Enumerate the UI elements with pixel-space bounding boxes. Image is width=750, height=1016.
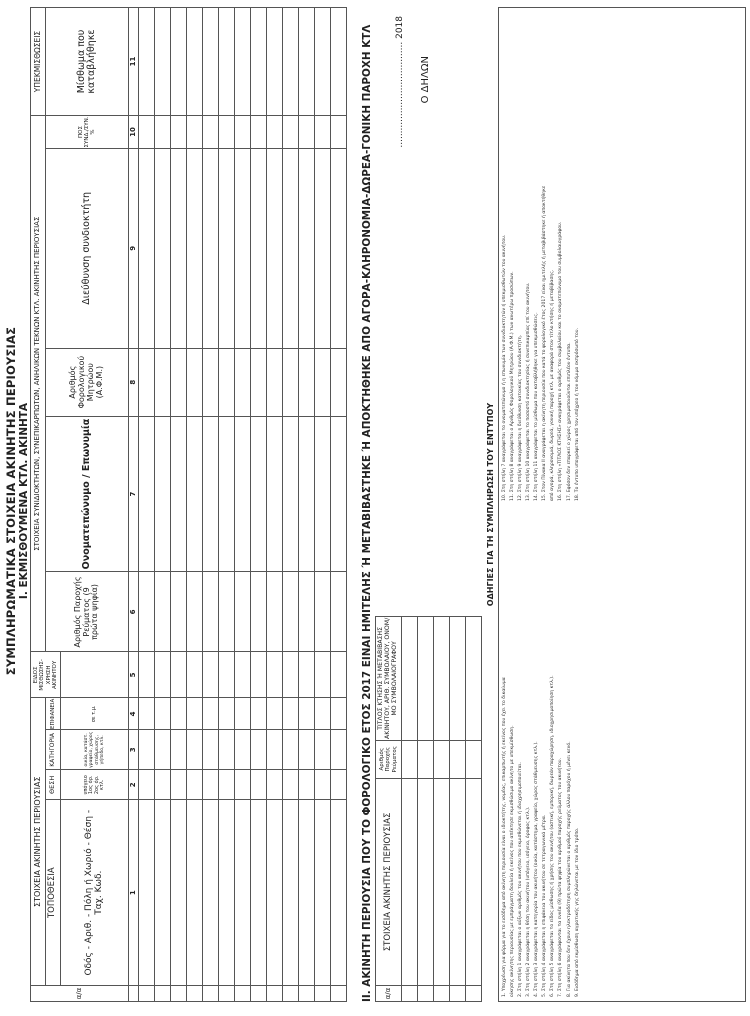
- table-cell[interactable]: [155, 348, 171, 416]
- table-cell[interactable]: [155, 115, 171, 148]
- table-cell[interactable]: [402, 617, 418, 741]
- table-cell: [219, 986, 235, 1002]
- table-cell[interactable]: [171, 800, 187, 986]
- table-cell[interactable]: [235, 348, 251, 416]
- table-cell[interactable]: [219, 652, 235, 698]
- table-cell[interactable]: [283, 148, 299, 348]
- rent-header: Μίσθωμα που καταβλήθηκε: [46, 8, 129, 116]
- table-cell[interactable]: [299, 572, 315, 652]
- table-cell[interactable]: [171, 770, 187, 800]
- instructions-right-column: [502, 13, 583, 501]
- table-cell[interactable]: [434, 778, 450, 985]
- table-cell[interactable]: [139, 730, 155, 770]
- table-cell[interactable]: [187, 348, 203, 416]
- table-row: [315, 8, 331, 1002]
- table-cell[interactable]: [203, 698, 219, 730]
- column-number: 10: [128, 127, 137, 137]
- table-cell[interactable]: [315, 115, 331, 148]
- table-row: [187, 8, 203, 1002]
- table-cell[interactable]: [187, 572, 203, 652]
- table-row: [155, 8, 171, 1002]
- table-cell[interactable]: [155, 800, 171, 986]
- table-cell[interactable]: [283, 652, 299, 698]
- table-cell[interactable]: [235, 115, 251, 148]
- table-cell[interactable]: [267, 348, 283, 416]
- table-cell[interactable]: [251, 730, 267, 770]
- table-cell[interactable]: [267, 730, 283, 770]
- table-cell[interactable]: [267, 800, 283, 986]
- table-cell[interactable]: [219, 572, 235, 652]
- table-cell[interactable]: [187, 770, 203, 800]
- table-cell[interactable]: [299, 800, 315, 986]
- table-cell[interactable]: [171, 115, 187, 148]
- table-row: [434, 617, 450, 1002]
- column-number: 4: [128, 711, 137, 717]
- column-number: 5: [128, 672, 137, 678]
- table-cell[interactable]: [203, 8, 219, 116]
- table-cell[interactable]: [402, 740, 418, 778]
- table-cell[interactable]: [450, 740, 466, 778]
- table-cell[interactable]: [203, 148, 219, 348]
- table-cell[interactable]: [331, 800, 347, 986]
- table-cell[interactable]: [155, 770, 171, 800]
- table-cell[interactable]: [283, 730, 299, 770]
- table-cell[interactable]: [283, 800, 299, 986]
- instruction-paragraph: 13. Στη στήλη 10 αναγράφεται το ποσοστό συνιδιοκτησίας ή συνεπικαρπίας επί του ακινήτου.: [526, 282, 532, 501]
- table-row: [267, 8, 283, 1002]
- notes-group-header: ΥΠΕΚΜΙΣΘΩΣΕΙΣ: [31, 8, 46, 116]
- table-cell[interactable]: [299, 698, 315, 730]
- category-subheader: οικία, κατάστ. γραφείο, χώρος στάθμευσης, γήπεδο, κτλ.: [61, 730, 129, 770]
- table-cell: [466, 986, 482, 1002]
- table-cell[interactable]: [139, 348, 155, 416]
- instruction-paragraph: 18. Το έντυπο υπογράφεται από τον υπόχρεο ή τον νόμιμο εκπρόσωπό του.: [574, 328, 580, 501]
- instruction-paragraph: 8. Για ακίνητα που δεν έχουν ηλεκτροδότηση συμπληρώνεται ο αριθμός παροχής άλλου παρόχου ή μένει κενό.: [566, 741, 572, 997]
- position-header: ΘΕΣΗ: [46, 770, 61, 800]
- table-cell[interactable]: [139, 572, 155, 652]
- table-cell[interactable]: [331, 115, 347, 148]
- table-cell: [267, 986, 283, 1002]
- instruction-paragraph: 14. Στη στήλη 11 αναγράφεται το μίσθωμα που καταβλήθηκε για υπεκμισθώσεις.: [534, 312, 540, 501]
- position-subheader: υπόγειο 1ος όρ. 2ος όρ. κτλ.: [61, 770, 129, 800]
- table-cell[interactable]: [139, 698, 155, 730]
- table-cell[interactable]: [171, 8, 187, 116]
- table-cell[interactable]: [450, 617, 466, 741]
- acquired-property-table: [375, 616, 482, 1002]
- table-cell[interactable]: [203, 800, 219, 986]
- table-cell[interactable]: [299, 416, 315, 572]
- table-cell[interactable]: [219, 148, 235, 348]
- instruction-paragraph: οίκησης ακίνητης περιουσίας με εμπράγματη δουλεία ή εκείνος που απέκτησε εκμισθώσιμο ακίνητο με υπεκμίσθωση.: [510, 725, 516, 997]
- table-cell[interactable]: [139, 770, 155, 800]
- table-cell[interactable]: [187, 652, 203, 698]
- table-cell[interactable]: [299, 115, 315, 148]
- name-header: Ονοματεπώνυμο / Επωνυμία: [46, 416, 129, 572]
- t2-aa-header: α/α: [376, 986, 402, 1002]
- table-cell[interactable]: [219, 8, 235, 116]
- table-cell[interactable]: [171, 698, 187, 730]
- instruction-paragraph: από αγορά, κληρονομιά, δωρεά, γονική παροχή κτλ. με αναφορά στον τίτλο κτήσης ή μεταβίβασης.: [550, 269, 556, 501]
- table-cell[interactable]: [267, 416, 283, 572]
- instruction-paragraph: 12. Στη στήλη 9 αναγράφεται η διεύθυνση κατοικίας του συνιδιοκτήτη.: [518, 334, 524, 501]
- table-cell[interactable]: [251, 115, 267, 148]
- table-cell: [315, 986, 331, 1002]
- instruction-paragraph: 6. Στη στήλη 5 αναγράφεται το είδος μίσθωσης ή χρήσης του ακινήτου (αστική, εμπορική, δωρεάν παραχώρηση, ιδιοχρησιμοποίηση κτλ.).: [550, 675, 556, 997]
- table-cell[interactable]: [155, 572, 171, 652]
- table-cell[interactable]: [219, 770, 235, 800]
- table-cell[interactable]: [139, 8, 155, 116]
- table-cell[interactable]: [283, 572, 299, 652]
- table-cell[interactable]: [315, 8, 331, 116]
- table-cell: [171, 986, 187, 1002]
- instruction-paragraph: 15. Στον Πίνακα ΙΙ αναγράφεται η ακίνητη περιουσία που κατά το φορολογικό έτος 2017 είναι ημιτελής ή μεταβιβάστηκε ή αποκτήθηκε: [542, 185, 548, 501]
- table-cell[interactable]: [331, 572, 347, 652]
- table-cell[interactable]: [235, 148, 251, 348]
- document-title: ΣΥΜΠΛΗΡΩΜΑΤΙΚΑ ΣΤΟΙΧΕΙΑ ΑΚΙΝΗΤΗΣ ΠΕΡΙΟΥΣΙΑΣ: [4, 326, 18, 676]
- table-cell[interactable]: [155, 148, 171, 348]
- table-cell[interactable]: [251, 416, 267, 572]
- table-cell[interactable]: [299, 148, 315, 348]
- table-cell[interactable]: [299, 8, 315, 116]
- column-number: 2: [128, 782, 137, 788]
- area-subheader: σε τ.μ.: [61, 698, 129, 730]
- table-cell: [187, 986, 203, 1002]
- table-cell[interactable]: [315, 572, 331, 652]
- column-number: 9: [128, 245, 137, 251]
- table-cell: [139, 986, 155, 1002]
- cotenants-group-header: ΣΤΟΙΧΕΙΑ ΣΥΝΙΔΙΟΚΤΗΤΩΝ, ΣΥΝΕΠΙΚΑΡΠΩΤΩΝ, ΑΝΗΛΙΚΩΝ ΤΕΚΝΩΝ ΚΤΛ. ΑΚΙΝΗΤΗΣ ΠΕΡΙΟΥΣΙΑΣ: [31, 115, 46, 651]
- table-cell[interactable]: [235, 800, 251, 986]
- table-row: [450, 617, 466, 1002]
- table-cell[interactable]: [235, 416, 251, 572]
- table-cell[interactable]: [219, 416, 235, 572]
- table-cell[interactable]: [267, 698, 283, 730]
- table-cell: [450, 986, 466, 1002]
- property-group-header: ΣΤΟΙΧΕΙΑ ΑΚΙΝΗΤΗΣ ΠΕΡΙΟΥΣΙΑΣ: [31, 698, 46, 986]
- table-cell[interactable]: [434, 617, 450, 741]
- table-cell[interactable]: [219, 800, 235, 986]
- table-cell[interactable]: [315, 698, 331, 730]
- table-cell[interactable]: [187, 800, 203, 986]
- table-cell[interactable]: [315, 730, 331, 770]
- share-header: ΠΟΣ ΣΥΝΔ./ΣΥΝ. %: [46, 115, 129, 148]
- t2-meter-header: Αριθμός Παροχής Ρεύματος: [376, 740, 402, 778]
- column-number: 8: [128, 379, 137, 385]
- table-cell: [251, 986, 267, 1002]
- table-cell[interactable]: [171, 730, 187, 770]
- table-cell[interactable]: [155, 698, 171, 730]
- table-cell[interactable]: [466, 617, 482, 741]
- instruction-paragraph: 17. Εφόσον δεν επαρκεί ο χώρος χρησιμοποιούνται επιπλέον έντυπα.: [566, 342, 572, 501]
- table-cell[interactable]: [235, 730, 251, 770]
- table-cell[interactable]: [187, 698, 203, 730]
- table-cell[interactable]: [155, 8, 171, 116]
- table-cell[interactable]: [203, 416, 219, 572]
- table-cell[interactable]: [219, 730, 235, 770]
- table-cell[interactable]: [331, 8, 347, 116]
- table-cell[interactable]: [251, 8, 267, 116]
- table-cell[interactable]: [418, 778, 434, 985]
- table-cell[interactable]: [315, 770, 331, 800]
- table-cell[interactable]: [235, 8, 251, 116]
- table-cell: [418, 986, 434, 1002]
- afm-header: Αριθμός Φορολογικού Μητρώου (Α.Φ.Μ.): [46, 348, 129, 416]
- meter-header: Αριθμός Παροχής Ρεύματος (9 πρώτα ψηφία): [46, 572, 129, 652]
- table-cell[interactable]: [402, 778, 418, 985]
- table-cell[interactable]: [283, 416, 299, 572]
- table-cell[interactable]: [203, 652, 219, 698]
- category-header: ΚΑΤΗΓΟΡΙΑ: [46, 730, 61, 770]
- table-cell[interactable]: [235, 572, 251, 652]
- table-cell[interactable]: [171, 348, 187, 416]
- table-cell[interactable]: [315, 652, 331, 698]
- table-cell[interactable]: [155, 416, 171, 572]
- table-cell[interactable]: [219, 115, 235, 148]
- column-number: 6: [128, 609, 137, 615]
- table-cell[interactable]: [235, 770, 251, 800]
- t2-property-header: ΣΤΟΙΧΕΙΑ ΑΚΙΝΗΤΗΣ ΠΕΡΙΟΥΣΙΑΣ: [376, 778, 402, 985]
- signature-date[interactable]: ..................................... 2018: [395, 16, 405, 148]
- table-cell[interactable]: [251, 770, 267, 800]
- table-cell[interactable]: [299, 730, 315, 770]
- table-row: [203, 8, 219, 1002]
- location-header: ΤΟΠΟΘΕΣΙΑ: [46, 800, 61, 986]
- declarant-label: Ο ΔΗΛΩΝ: [420, 56, 431, 104]
- location-subheader: Οδός - Αριθ. - Πόλη ή Χωριό - Θέση - Ταχ. Κωδ.: [61, 800, 129, 986]
- instruction-paragraph: 10. Στη στήλη 7 αναγράφεται το ονοματεπώνυμο ή η επωνυμία των συνιδιοκτητών ή υπεκμισθωτών του ακινήτου.: [502, 234, 507, 501]
- table-cell[interactable]: [155, 730, 171, 770]
- column-number: 7: [128, 491, 137, 497]
- table-cell[interactable]: [283, 8, 299, 116]
- table-row: [283, 8, 299, 1002]
- table-row: [235, 8, 251, 1002]
- instruction-paragraph: 5. Στη στήλη 4 αναγράφεται η επιφάνεια του ακινήτου σε τετραγωνικά μέτρα.: [542, 814, 548, 997]
- table-cell[interactable]: [219, 348, 235, 416]
- instruction-paragraph: 4. Στη στήλη 3 αναγράφεται η κατηγορία του ακινήτου (οικία, κατάστημα, γραφείο, χώρος στάθμευσης κτλ.).: [534, 741, 540, 997]
- section1-title: Ι. ΕΚΜΙΣΘΟΥΜΕΝΑ ΚΤΛ. ΑΚΙΝΗΤΑ: [18, 402, 30, 600]
- table-cell[interactable]: [203, 770, 219, 800]
- table-cell[interactable]: [267, 652, 283, 698]
- table-cell: [299, 986, 315, 1002]
- instructions-box: [498, 7, 746, 1002]
- table-cell[interactable]: [203, 730, 219, 770]
- table-cell[interactable]: [251, 698, 267, 730]
- instructions-title: ΟΔΗΓΙΕΣ ΓΙΑ ΤΗ ΣΥΜΠΛΗΡΩΣΗ ΤΟΥ ΕΝΤΥΠΟΥ: [486, 402, 495, 607]
- table-cell[interactable]: [267, 115, 283, 148]
- table-cell[interactable]: [251, 348, 267, 416]
- section2-title: ΙΙ. ΑΚΙΝΗΤΗ ΠΕΡΙΟΥΣΙΑ ΠΟΥ ΤΟ ΦΟΡΟΛΟΓΙΚΟ ΕΤΟΣ 2017 ΕΙΝΑΙ ΗΜΙΤΕΛΗΣ Ή ΜΕΤΑΒΙΒΑΣΤΗΚΕ Ή ΑΠΟΚΤΗΘΗΚΕ ΑΠΟ ΑΓΟΡΑ-ΚΛΗΡΟΝΟΜΙΑ-ΔΩΡΕΑ-ΓΟΝΙΚΗ ΠΑΡΟΧΗ ΚΤΛ: [361, 24, 373, 1002]
- instruction-paragraph: 2. Στη στήλη 1 αναγράφεται ο αύξων αριθμός του ακινήτου που εκμισθώνεται ή ιδιοχρησιμοποιείται.: [518, 762, 524, 997]
- table-cell[interactable]: [235, 698, 251, 730]
- instruction-paragraph: 1. Υποχρέωση για φόρμα για το εισόδημα από ακίνητη περιουσία είναι ο ιδιοκτήτης, νομέας, επικαρπωτής ή εκείνος που έχει το δικαίωμα: [502, 677, 507, 997]
- table-cell[interactable]: [299, 770, 315, 800]
- table-cell[interactable]: [434, 740, 450, 778]
- table-cell: [402, 986, 418, 1002]
- table-cell: [331, 986, 347, 1002]
- table-row: [251, 8, 267, 1002]
- table-cell[interactable]: [299, 348, 315, 416]
- table-cell[interactable]: [466, 778, 482, 985]
- table-cell[interactable]: [139, 148, 155, 348]
- table-row: [299, 8, 315, 1002]
- table-cell[interactable]: [283, 770, 299, 800]
- table-cell[interactable]: [155, 652, 171, 698]
- table-row: [402, 617, 418, 1002]
- table-row: [139, 8, 155, 1002]
- table-cell[interactable]: [331, 730, 347, 770]
- instruction-paragraph: 11. Στη στήλη 8 αναγράφεται ο Αριθμός Φορολογικού Μητρώου (Α.Φ.Μ.) των ανωτέρω προσώπων.: [510, 271, 516, 501]
- instruction-paragraph: 3. Στη στήλη 2 αναγράφεται η θέση του ακινήτου (υπόγειο, ισόγειο, όροφος κτλ.).: [526, 806, 532, 997]
- table-cell: [235, 986, 251, 1002]
- table-row: [466, 617, 482, 1002]
- address-header: Διεύθυνση συνδιοκτήτη: [46, 148, 129, 348]
- table-cell[interactable]: [283, 698, 299, 730]
- table-cell: [155, 986, 171, 1002]
- table-cell[interactable]: [283, 348, 299, 416]
- table-cell[interactable]: [139, 416, 155, 572]
- table-cell[interactable]: [315, 800, 331, 986]
- table-row: [331, 8, 347, 1002]
- table-cell[interactable]: [331, 148, 347, 348]
- table-cell[interactable]: [251, 148, 267, 348]
- table-cell[interactable]: [187, 730, 203, 770]
- table-cell[interactable]: [171, 148, 187, 348]
- table-cell[interactable]: [267, 8, 283, 116]
- table-cell[interactable]: [187, 115, 203, 148]
- table-cell[interactable]: [267, 770, 283, 800]
- table-cell[interactable]: [251, 800, 267, 986]
- table-cell[interactable]: [139, 115, 155, 148]
- instruction-paragraph: 16. Στη στήλη «ΤΙΤΛΟΣ ΚΤΗΣΗΣ» αναγράφεται ο αριθμός του συμβολαίου και το ονοματεπώνυμο του συμβολαιογράφου.: [558, 221, 564, 501]
- column-number: 1: [128, 890, 137, 896]
- table-cell[interactable]: [235, 652, 251, 698]
- table-cell[interactable]: [466, 740, 482, 778]
- table-cell[interactable]: [331, 652, 347, 698]
- use-header: ΕΙΔΟΣ ΜΙΣΘΩΣΗΣ-ΧΡΗΣΗ ΑΚΙΝΗΤΟΥ: [31, 652, 61, 698]
- table-cell: [203, 986, 219, 1002]
- table-cell[interactable]: [187, 8, 203, 116]
- table-cell[interactable]: [187, 416, 203, 572]
- instruction-paragraph: 9. Εισόδημα από εκμίσθωση αγροτικής γης δηλώνεται με τον ίδιο τρόπο.: [574, 827, 580, 997]
- table-cell[interactable]: [315, 416, 331, 572]
- table-cell[interactable]: [315, 348, 331, 416]
- table-cell[interactable]: [251, 652, 267, 698]
- rented-property-table: [30, 7, 347, 1002]
- instruction-paragraph: 7. Στη στήλη 6 αναγράφονται τα εννέα (9) πρώτα ψηφία του αριθμού παροχής ρεύματος του ακινήτου.: [558, 757, 564, 997]
- table-cell[interactable]: [315, 148, 331, 348]
- table-cell[interactable]: [203, 572, 219, 652]
- col-aa-header: α/α: [31, 986, 129, 1002]
- table-cell[interactable]: [139, 800, 155, 986]
- table-cell[interactable]: [171, 572, 187, 652]
- column-number: 11: [128, 56, 137, 67]
- table-cell[interactable]: [171, 652, 187, 698]
- table-cell[interactable]: [283, 115, 299, 148]
- table-row: [418, 617, 434, 1002]
- table-cell[interactable]: [331, 416, 347, 572]
- table-row: [219, 8, 235, 1002]
- table-cell[interactable]: [299, 652, 315, 698]
- table-cell[interactable]: [331, 770, 347, 800]
- column-number: 3: [128, 747, 137, 753]
- table-cell[interactable]: [219, 698, 235, 730]
- table-cell[interactable]: [203, 115, 219, 148]
- table-cell[interactable]: [139, 652, 155, 698]
- area-header: ΕΠΙΦΑΝΕΙΑ: [46, 698, 61, 730]
- column-numbers-row: [129, 8, 139, 1002]
- table-cell[interactable]: [171, 416, 187, 572]
- table-cell: [434, 986, 450, 1002]
- instructions-left-column: [502, 512, 583, 997]
- table-cell[interactable]: [267, 572, 283, 652]
- table-cell[interactable]: [331, 698, 347, 730]
- table-cell[interactable]: [251, 572, 267, 652]
- table-cell: [283, 986, 299, 1002]
- table-cell[interactable]: [331, 348, 347, 416]
- table-cell[interactable]: [418, 740, 434, 778]
- table-row: [171, 8, 187, 1002]
- table-cell[interactable]: [267, 148, 283, 348]
- table-cell[interactable]: [418, 617, 434, 741]
- table-cell[interactable]: [187, 148, 203, 348]
- table-cell[interactable]: [203, 348, 219, 416]
- table-cell[interactable]: [450, 778, 466, 985]
- t2-title-header: ΤΙΤΛΟΣ ΚΤΗΣΗΣ Ή ΜΕΤΑΒΙΒΑΣΗΣ ΑΚΙΝΗΤΟΥ, ΑΡΙΘ. ΣΥΜΒΟΛΑΙΟΥ, ΟΝΟΜ/ΜΟ ΣΥΜΒΟΛΑΙΟΓΡΑΦΟΥ: [376, 617, 402, 741]
